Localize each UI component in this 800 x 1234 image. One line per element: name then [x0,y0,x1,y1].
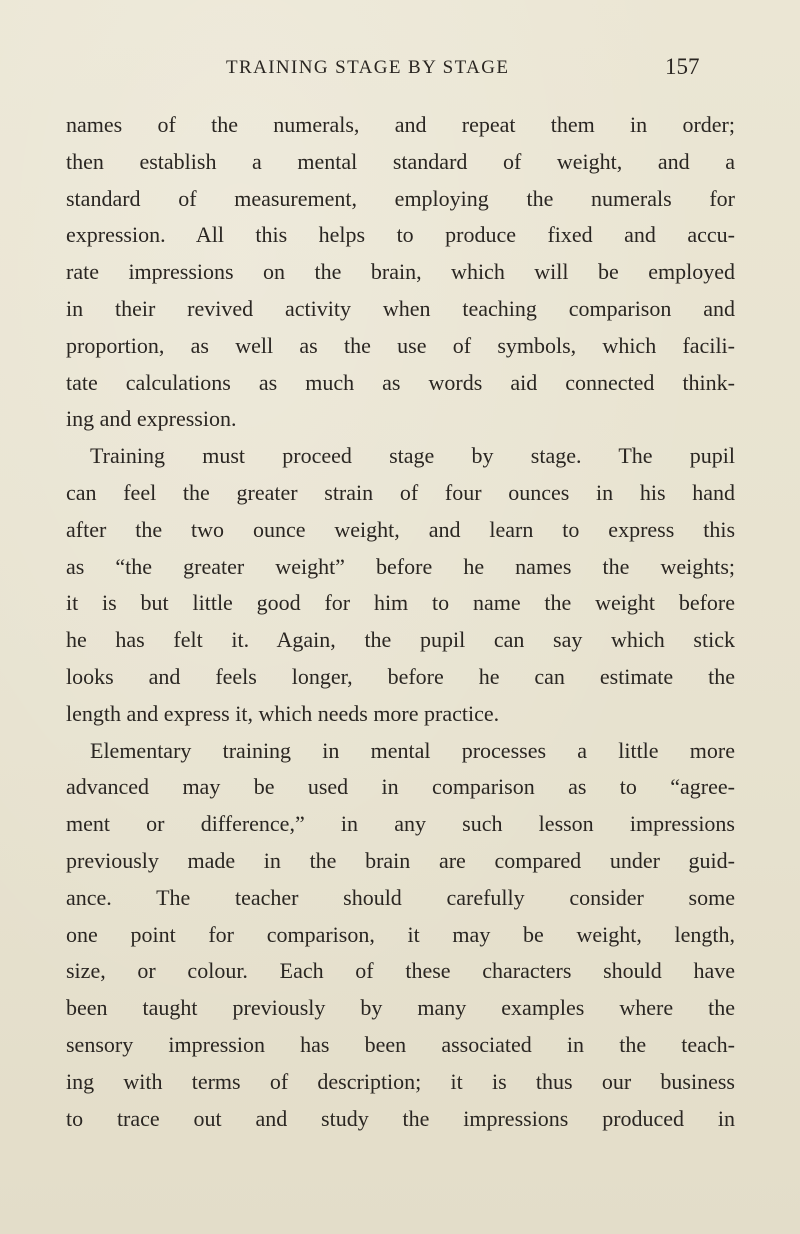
text-line: length and express it, which needs more practice. [66,701,500,726]
text-line: advanced may be used in comparison as to “agree- [66,774,735,799]
text-line: expression. All this helps to produce fixed and accu- [66,222,735,247]
text-line: ance. The teacher should carefully consider some [66,885,735,910]
text-line: he has felt it. Again, the pupil can say which stick [66,627,735,652]
text-line: as “the greater weight” before he names the weights; [66,554,735,579]
text-line: been taught previously by many examples where the [66,995,735,1020]
text-line: after the two ounce weight, and learn to express this [66,517,735,542]
running-head: TRAINING STAGE BY STAGE [226,57,510,78]
text-line: one point for comparison, it may be weight, length, [66,922,735,947]
text-line: tate calculations as much as words aid connected think- [66,370,735,395]
text-line: previously made in the brain are compared under guid- [66,848,735,873]
text-line: ing and expression. [66,406,237,431]
text-line: names of the numerals, and repeat them in order; [66,112,735,137]
text-line: ing with terms of description; it is thus our business [66,1069,735,1094]
text-line: to trace out and study the impressions produced in [66,1106,735,1131]
text-line: proportion, as well as the use of symbols, which facili- [66,333,735,358]
text-line: looks and feels longer, before he can estimate the [66,664,735,689]
text-line: ment or difference,” in any such lesson impressions [66,811,735,836]
text-line: rate impressions on the brain, which will be employed [66,259,735,284]
text-line: then establish a mental standard of weight, and a [66,149,735,174]
text-line: in their revived activity when teaching comparison and [66,296,735,321]
paragraph-start-line: Elementary training in mental processes a little more [90,738,735,763]
text-line: standard of measurement, employing the numerals for [66,186,735,211]
text-line: can feel the greater strain of four ounces in his hand [66,480,735,505]
text-line: sensory impression has been associated in the teach- [66,1032,735,1057]
paragraph-start-line: Training must proceed stage by stage. The pupil [90,443,735,468]
page-number: 157 [665,54,700,79]
text-line: size, or colour. Each of these characters should have [66,958,735,983]
text-line: it is but little good for him to name the weight before [66,590,735,615]
